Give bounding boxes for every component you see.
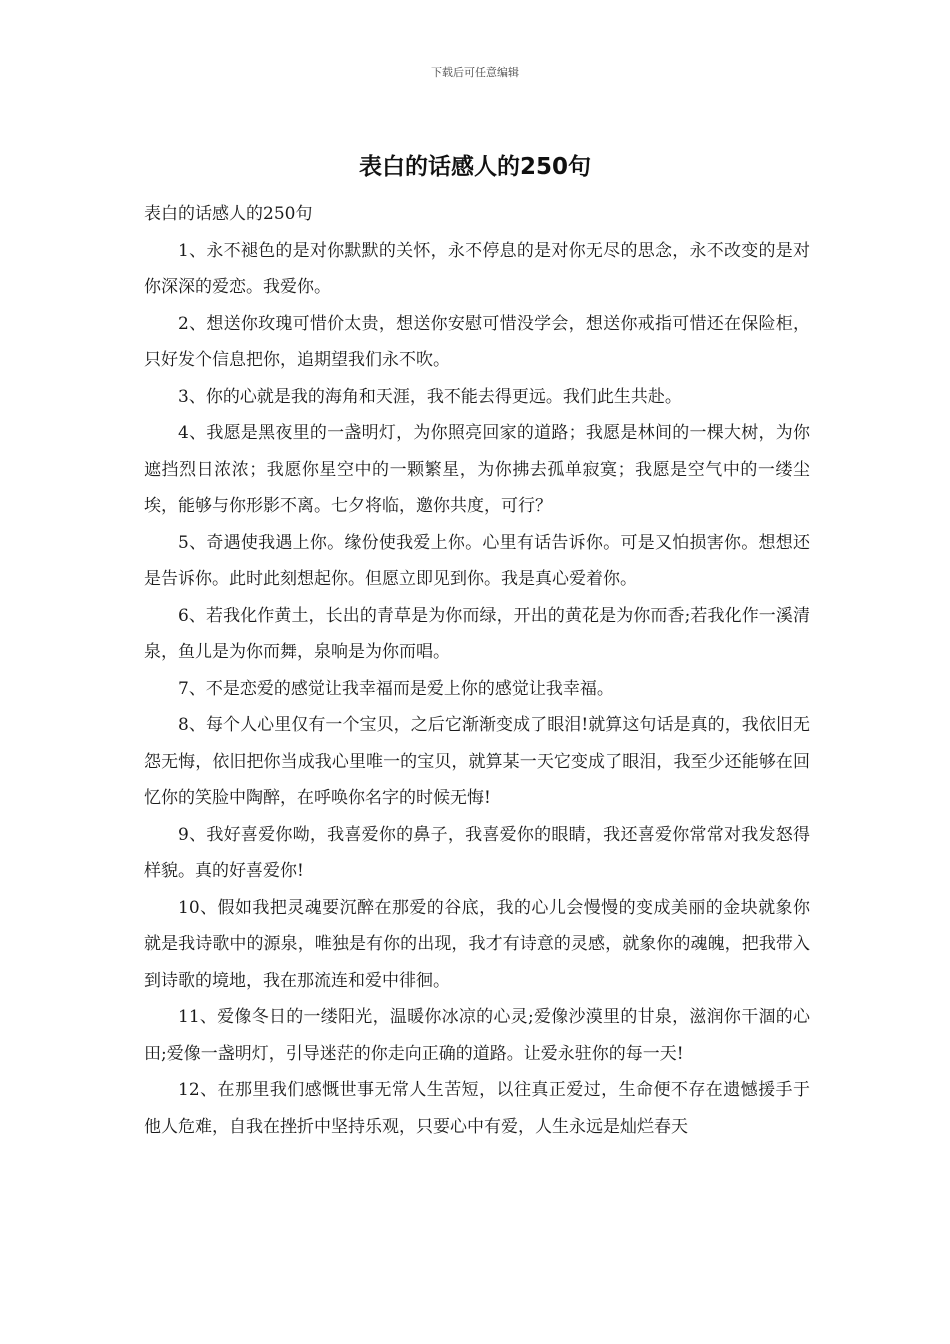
paragraph-1: 1、永不褪色的是对你默默的关怀，永不停息的是对你无尽的思念，永不改变的是对你深深的爱恋。我爱你。 <box>144 240 810 297</box>
paragraph-3: 3、你的心就是我的海角和天涯，我不能去得更远。我们此生共赴。 <box>178 386 682 407</box>
paragraph-9: 9、我好喜爱你呦，我喜爱你的鼻子，我喜爱你的眼睛，我还喜爱你常常对我发怒得样貌。真的好喜爱你! <box>144 824 810 881</box>
paragraph-7: 7、不是恋爱的感觉让我幸福而是爱上你的感觉让我幸福。 <box>178 678 614 699</box>
document-subtitle: 表白的话感人的250句 <box>144 204 313 224</box>
paragraph-8: 8、每个人心里仅有一个宝贝，之后它渐渐变成了眼泪!就算这句话是真的，我依旧无怨无悔，依旧把你当成我心里唯一的宝贝，就算某一天它变成了眼泪，我至少还能够在回忆你的笑脸中陶醉，在呼唤你名字的时候无悔! <box>144 715 810 808</box>
paragraph-5: 5、奇遇使我遇上你。缘份使我爱上你。心里有话告诉你。可是又怕损害你。想想还是告诉你。此时此刻想起你。但愿立即见到你。我是真心爱着你。 <box>144 532 810 589</box>
document-title: 表白的话感人的250句 <box>358 154 591 180</box>
paragraph-2: 2、想送你玫瑰可惜价太贵，想送你安慰可惜没学会，想送你戒指可惜还在保险柜，只好发个信息把你，追期望我们永不吹。 <box>144 313 810 370</box>
paragraph-6: 6、若我化作黄土，长出的青草是为你而绿，开出的黄花是为你而香;若我化作一溪清泉，鱼儿是为你而舞，泉响是为你而唱。 <box>144 605 810 662</box>
paragraph-11: 11、爱像冬日的一缕阳光，温暖你冰凉的心灵;爱像沙漠里的甘泉，滋润你干涸的心田;爱像一盏明灯，引导迷茫的你走向正确的道路。让爱永驻你的每一天! <box>144 1007 810 1064</box>
page-header: 下载后可任意编辑 <box>431 66 519 79</box>
paragraph-12: 12、在那里我们感慨世事无常人生苦短，以往真正爱过，生命便不存在遗憾援手于他人危难，自我在挫折中坚持乐观，只要心中有爱，人生永远是灿烂春天 <box>144 1080 810 1137</box>
paragraph-10: 10、假如我把灵魂要沉醉在那爱的谷底，我的心儿会慢慢的变成美丽的金块就象你就是我诗歌中的源泉，唯独是有你的出现，我才有诗意的灵感，就象你的魂魄，把我带入到诗歌的境地，我在那流连和爱中徘徊。 <box>144 897 810 991</box>
document-body <box>144 196 810 1145</box>
paragraph-4: 4、我愿是黑夜里的一盏明灯，为你照亮回家的道路；我愿是林间的一棵大树，为你遮挡烈日浓浓；我愿你星空中的一颗繁星，为你拂去孤单寂寞；我愿是空气中的一缕尘埃，能够与你形影不离。七夕将临，邀你共度，可行？ <box>144 423 810 516</box>
